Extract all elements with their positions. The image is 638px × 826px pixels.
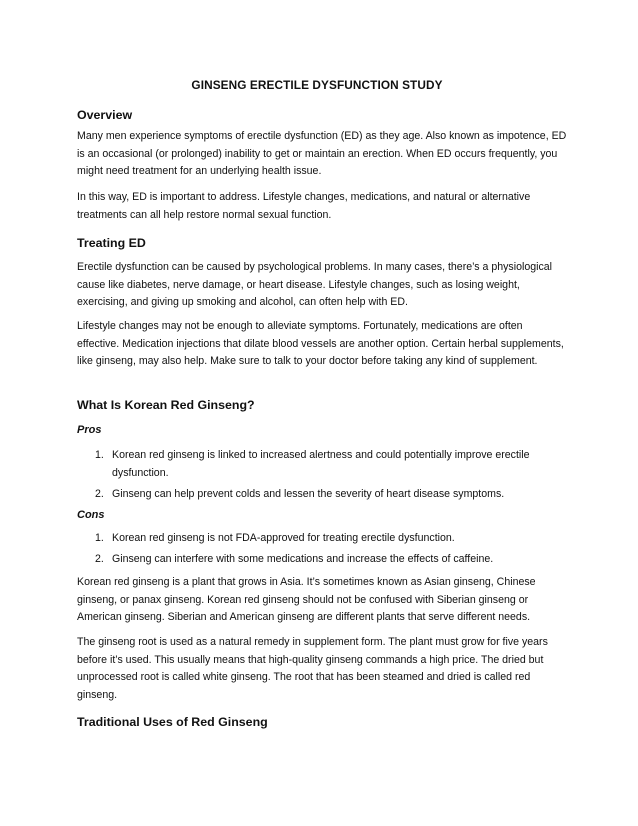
document-title: GINSENG ERECTILE DYSFUNCTION STUDY <box>191 78 443 92</box>
overview-paragraph-1: Many men experience symptoms of erectile dysfunction (ED) as they age. Also known as impotence, ED is an occasional (or prolonged) inability to get or maintain an erection. When ED occurs frequently, you might need treatment for an underlying health issue. <box>77 130 567 177</box>
pros-label: Pros <box>77 424 102 436</box>
list-item: 1. Korean red ginseng is not FDA-approved for treating erectile dysfunction. <box>95 532 455 544</box>
pros-list <box>77 447 567 504</box>
cons-label: Cons <box>77 509 105 521</box>
list-item: 2. Ginseng can interfere with some medications and increase the effects of caffeine. <box>95 552 494 565</box>
list-item: 2. Ginseng can help prevent colds and lessen the severity of heart disease symptoms. <box>95 488 505 500</box>
treating-paragraph-2: Lifestyle changes may not be enough to alleviate symptoms. Fortunately, medications are often effective. Medication injections that dilate blood vessels are another option. Certain herbal supplements, like ginseng, may also help. Make sure to talk to your doctor before taking any kind of supplement. <box>77 320 564 367</box>
overview-paragraph-2: In this way, ED is important to address. Lifestyle changes, medications, and natural or alternative treatments can all help restore normal sexual function. <box>77 191 531 221</box>
heading-korean-red-ginseng: What Is Korean Red Ginseng? <box>77 398 255 412</box>
korean-paragraph-1: Korean red ginseng is a plant that grows in Asia. It’s sometimes known as Asian ginseng, Chinese ginseng, or panax ginseng. Korean red ginseng should not be confused with Siberian ginseng or American ginseng. Siberian and American ginseng are different plants that serve different needs. <box>77 576 536 623</box>
cons-list <box>77 530 567 568</box>
heading-treating-ed: Treating ED <box>77 236 146 250</box>
treating-paragraph-1: Erectile dysfunction can be caused by psychological problems. In many cases, there’s a physiological cause like diabetes, nerve damage, or heart disease. Lifestyle changes, such as losing weight, exercising, and giving up smoking and alcohol, can often help with ED. <box>77 261 553 308</box>
korean-paragraph-2: The ginseng root is used as a natural remedy in supplement form. The plant must grow for five years before it’s used. This usually means that high-quality ginseng commands a high price. The dried but unprocessed root is called white ginseng. The root that has been steamed and dried is called red ginseng. <box>77 636 548 701</box>
heading-traditional-uses: Traditional Uses of Red Ginseng <box>77 715 268 729</box>
list-item: 1. Korean red ginseng is linked to increased alertness and could potentially improve erectile dysfunction. <box>95 449 530 479</box>
heading-overview: Overview <box>77 108 133 122</box>
